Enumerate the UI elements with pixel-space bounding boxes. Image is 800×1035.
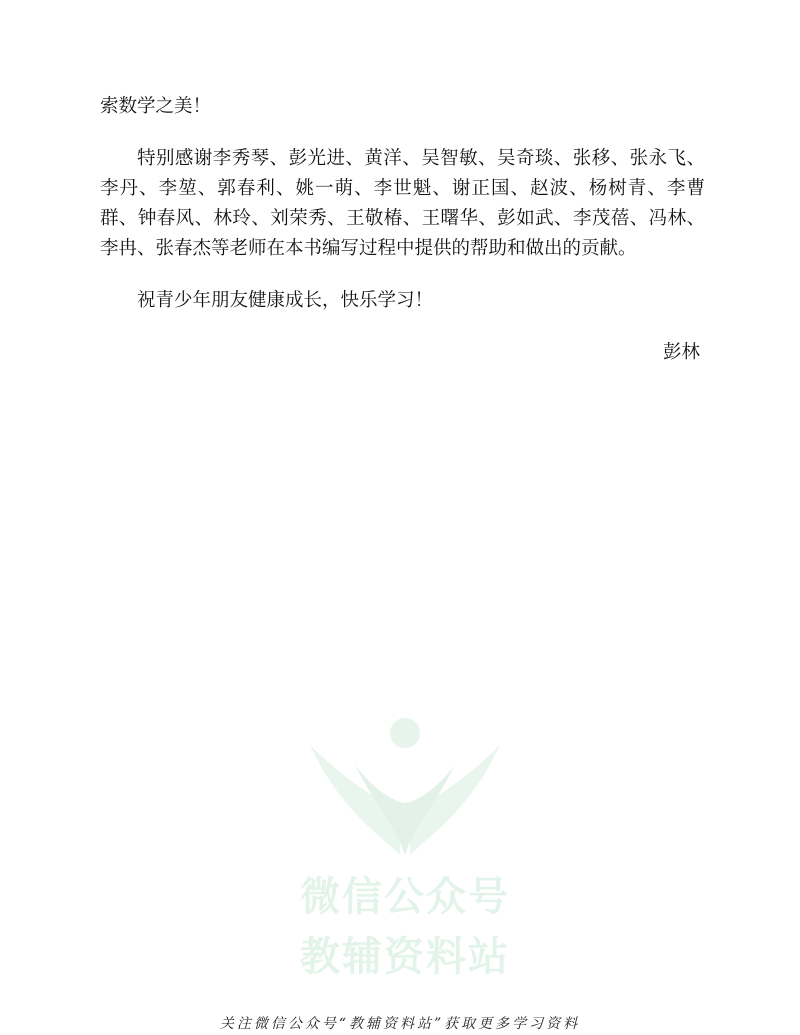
footer-note: 关注微信公众号“教辅资料站”获取更多学习资料	[219, 1016, 581, 1032]
letter-body	[100, 92, 705, 368]
opening-line: 索数学之美！	[100, 96, 212, 117]
watermark-line-1: 微信公众号	[300, 874, 510, 920]
thanks-paragraph: 特别感谢李秀琴、彭光进、黄洋、吴智敏、吴奇琰、张移、张永飞、李丹、李堃、郭春利、姚一萌、李世魁、谢正国、赵波、杨树青、李曹群、钟春风、林玲、刘荣秀、王敬椿、王曙华、彭如武、李茂蓓、冯林、李冉、张春杰等老师在本书编写过程中提供的帮助和做出的贡献。	[100, 148, 705, 259]
signature: 彭林	[662, 342, 700, 363]
watermark	[290, 715, 520, 985]
person-leaf-logo-icon	[300, 715, 510, 860]
watermark-line-2: 教辅资料站	[300, 934, 510, 980]
wishes-paragraph: 祝青少年朋友健康成长，快乐学习！	[137, 290, 434, 311]
